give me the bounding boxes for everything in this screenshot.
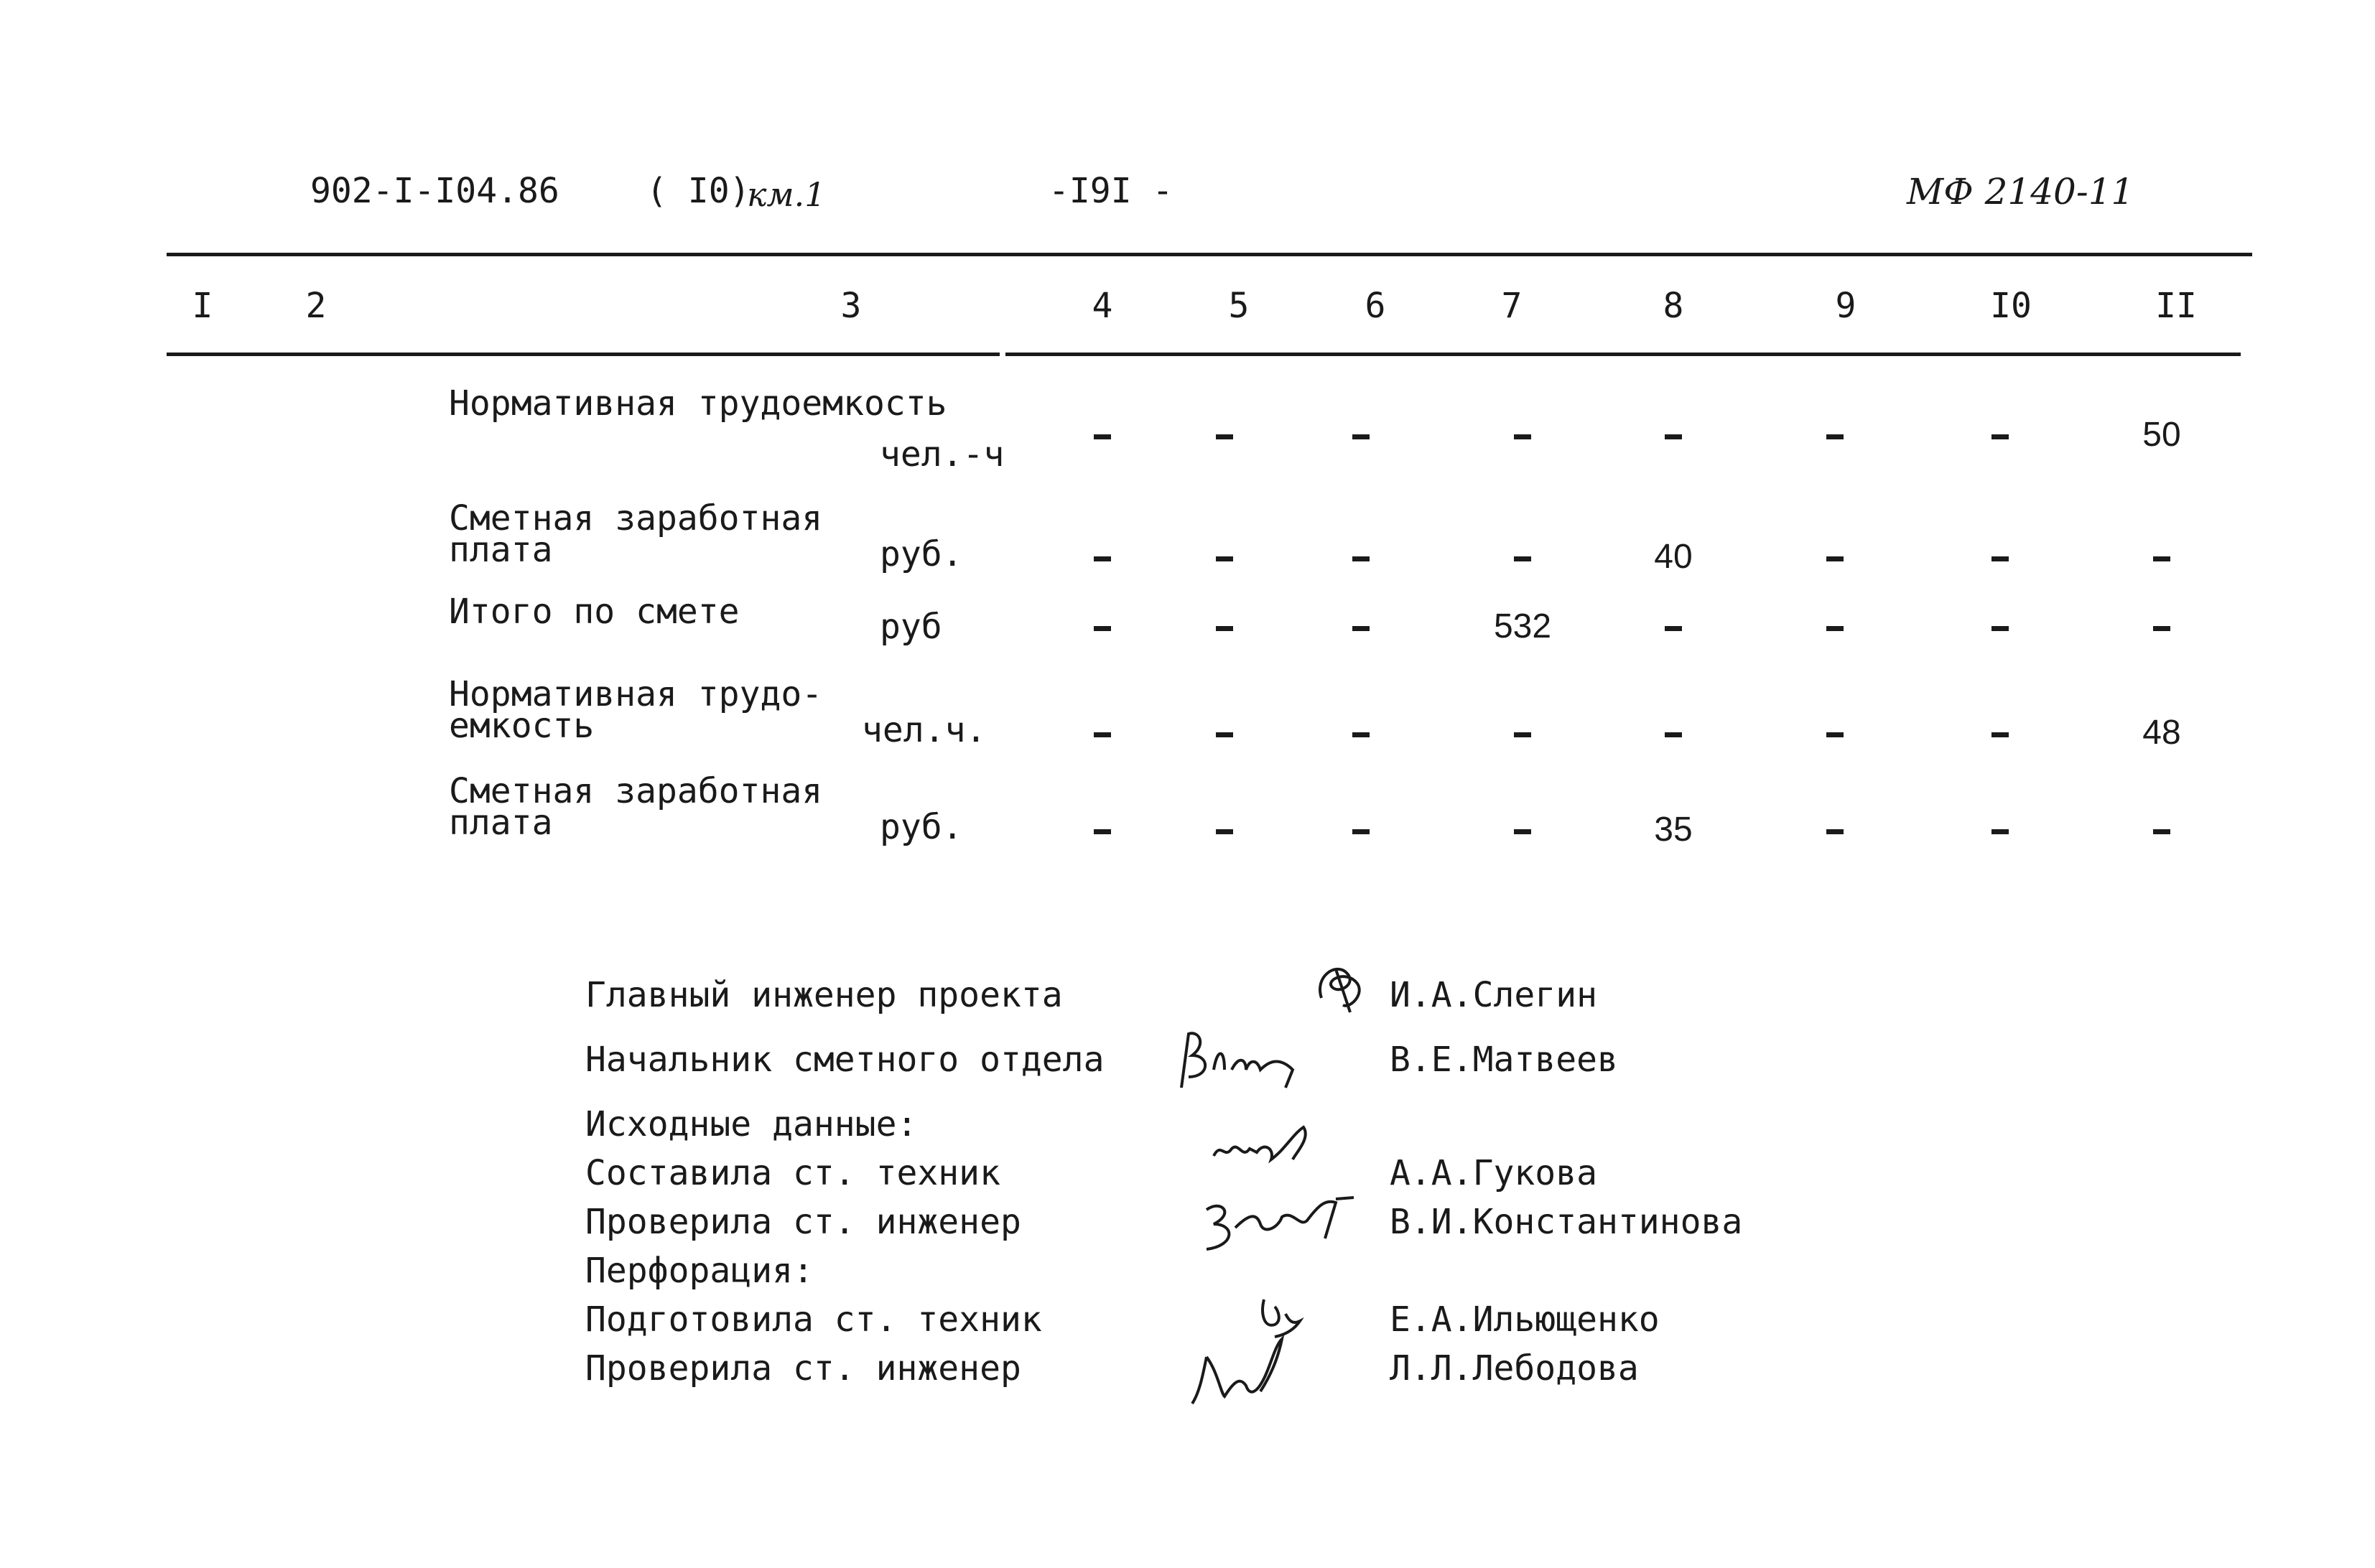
column-number: 5 [1228, 286, 1250, 326]
row-label: Итого по смете [449, 592, 740, 632]
signatory-name: И.А.Слегин [1390, 975, 1597, 1015]
signature-mark-slegin [1307, 955, 1372, 1019]
empty-cell-dash [1216, 829, 1233, 834]
empty-cell-dash [1991, 829, 2009, 834]
cell-value: 532 [1493, 607, 1552, 645]
signatory-role: Исходные данные: [585, 1104, 918, 1144]
empty-cell-dash [1991, 626, 2009, 631]
document-part: ( I0) [646, 171, 750, 211]
row-label: Нормативная трудоемкость [449, 383, 947, 424]
empty-cell-dash [1216, 556, 1233, 561]
empty-cell-dash [2153, 626, 2170, 631]
signatory-name: Е.А.Ильющенко [1390, 1299, 1660, 1340]
signature-mark-lebodova [1185, 1335, 1293, 1407]
row-unit: чел.-ч [880, 434, 1005, 475]
table-top-rule [167, 253, 2252, 256]
empty-cell-dash [1826, 626, 1844, 631]
signatory-name: А.А.Гукова [1390, 1153, 1597, 1193]
column-number: 8 [1663, 286, 1684, 326]
table-header-rule-left [167, 353, 1000, 356]
column-number: I0 [1990, 286, 2032, 326]
cell-value: 50 [2142, 416, 2181, 454]
empty-cell-dash [1352, 732, 1370, 737]
column-number: II [2155, 286, 2197, 326]
empty-cell-dash [1094, 434, 1111, 439]
cell-value: 35 [1654, 811, 1693, 849]
column-number: 2 [305, 286, 327, 326]
signatory-role: Проверила ст. инженер [585, 1202, 1021, 1242]
cell-value: 40 [1654, 538, 1693, 576]
row-unit: чел.ч. [862, 710, 987, 750]
empty-cell-dash [1094, 732, 1111, 737]
empty-cell-dash [1665, 732, 1682, 737]
row-label-continued: плата [449, 803, 553, 843]
empty-cell-dash [1826, 829, 1844, 834]
empty-cell-dash [1352, 434, 1370, 439]
column-number: 6 [1365, 286, 1386, 326]
empty-cell-dash [1352, 829, 1370, 834]
signatory-name: Л.Л.Лебодова [1390, 1348, 1639, 1389]
empty-cell-dash [1826, 732, 1844, 737]
signatory-role: Главный инженер проекта [585, 975, 1063, 1015]
empty-cell-dash [1094, 556, 1111, 561]
row-label: Сметная заработная [449, 498, 823, 538]
empty-cell-dash [1665, 434, 1682, 439]
empty-cell-dash [1826, 434, 1844, 439]
empty-cell-dash [1352, 626, 1370, 631]
archive-number-handwritten: МФ 2140-11 [1907, 171, 2134, 213]
row-label: Сметная заработная [449, 771, 823, 811]
empty-cell-dash [1991, 434, 2009, 439]
column-number: 9 [1835, 286, 1856, 326]
column-number: 4 [1092, 286, 1113, 326]
table-header-rule-right [1005, 353, 2241, 356]
empty-cell-dash [1216, 732, 1233, 737]
empty-cell-dash [1991, 732, 2009, 737]
empty-cell-dash [1094, 829, 1111, 834]
page-number: -I9I - [1049, 171, 1173, 211]
row-unit: руб. [880, 534, 963, 574]
row-label-continued: плата [449, 530, 553, 570]
empty-cell-dash [1991, 556, 2009, 561]
empty-cell-dash [1665, 626, 1682, 631]
row-label-continued: емкость [449, 706, 595, 746]
empty-cell-dash [1826, 556, 1844, 561]
row-unit: руб. [880, 807, 963, 847]
document-code: 902-I-I04.86 [310, 171, 559, 211]
signatory-name: В.И.Константинова [1390, 1202, 1743, 1242]
empty-cell-dash [1216, 434, 1233, 439]
empty-cell-dash [1094, 626, 1111, 631]
signatory-role: Подготовила ст. техник [585, 1299, 1042, 1340]
column-number: I [192, 286, 213, 326]
document-part-handwritten: км.1 [747, 175, 826, 214]
empty-cell-dash [1514, 556, 1531, 561]
signature-mark-konstantinova [1192, 1185, 1357, 1256]
signatory-role: Начальник сметного отдела [585, 1040, 1105, 1080]
signatory-name: В.Е.Матвеев [1390, 1040, 1618, 1080]
signatory-role: Проверила ст. инженер [585, 1348, 1021, 1389]
empty-cell-dash [1514, 829, 1531, 834]
signatory-role: Составила ст. техник [585, 1153, 1000, 1193]
column-number: 7 [1501, 286, 1523, 326]
empty-cell-dash [2153, 556, 2170, 561]
cell-value: 48 [2142, 714, 2181, 752]
empty-cell-dash [1514, 732, 1531, 737]
row-unit: руб [880, 607, 942, 647]
empty-cell-dash [1216, 626, 1233, 631]
empty-cell-dash [2153, 829, 2170, 834]
signature-mark-gukova [1207, 1120, 1321, 1177]
row-label: Нормативная трудо- [449, 674, 823, 714]
empty-cell-dash [1514, 434, 1531, 439]
column-number: 3 [840, 286, 862, 326]
signature-mark-matveev [1171, 1027, 1307, 1091]
signatory-role: Перфорация: [585, 1251, 814, 1291]
empty-cell-dash [1352, 556, 1370, 561]
